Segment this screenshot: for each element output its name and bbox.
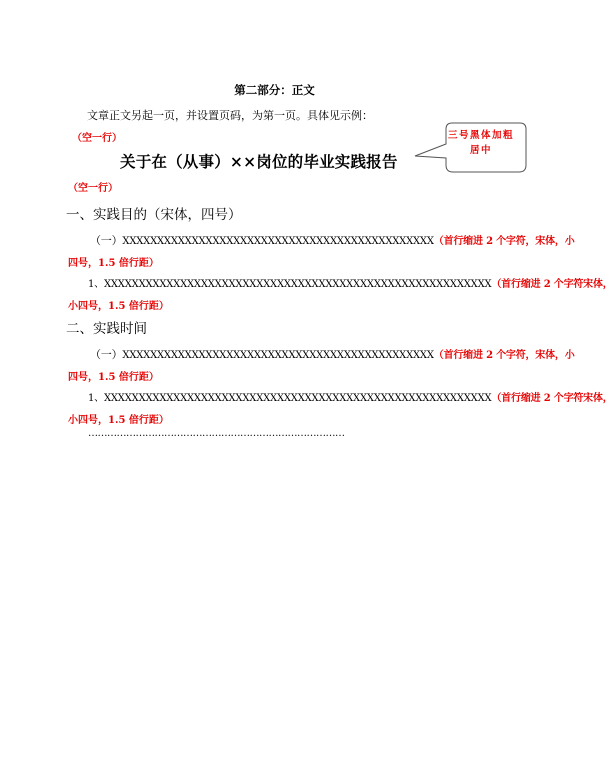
blank-line-note-2: （空一行） <box>68 183 118 194</box>
report-title: 关于在（从事）××岗位的毕业实践报告 <box>120 152 398 171</box>
heading-practice-time: 二、实践时间 <box>66 321 147 337</box>
subsection-line-2 <box>90 346 575 362</box>
item-line-2 <box>88 389 613 404</box>
format-note-continued: 四号，1.5 倍行距） <box>68 258 159 269</box>
ellipsis-line: ……………………………………………………………………… <box>88 428 345 439</box>
section-title: 第二部分：正文 <box>234 83 315 97</box>
subsection-line-1 <box>90 232 575 248</box>
format-note: （首行缩进 2 个字符，宋体，小 <box>433 350 575 361</box>
placeholder-x: XXXXXXXXXXXXXXXXXXXXXXXXXXXXXXXXXXXXXXXXXXXXX <box>122 350 434 361</box>
callout-text: 三号黑体加粗居中 <box>447 130 514 156</box>
placeholder-x: XXXXXXXXXXXXXXXXXXXXXXXXXXXXXXXXXXXXXXXXXXXXX <box>122 236 434 247</box>
format-note: （首行缩进 2 个字符宋体， <box>491 279 613 290</box>
format-note-continued: 小四号，1.5 倍行距） <box>68 301 169 312</box>
format-note: （首行缩进 2 个字符宋体， <box>491 393 613 404</box>
item-prefix: 1、 <box>88 393 104 404</box>
item-prefix: 1、 <box>88 279 104 290</box>
blank-line-note-1: （空一行） <box>72 133 122 144</box>
format-note: （首行缩进 2 个字符，宋体，小 <box>433 236 575 247</box>
item-line-1 <box>88 275 613 290</box>
intro-text: 文章正文另起一页，并设置页码，为第一页。具体见示例： <box>87 109 373 122</box>
format-note-continued: 四号，1.5 倍行距） <box>68 372 159 383</box>
placeholder-x: XXXXXXXXXXXXXXXXXXXXXXXXXXXXXXXXXXXXXXXXXXXXXXXXXXXXXXXX <box>103 279 492 290</box>
format-note-continued: 小四号，1.5 倍行距） <box>68 415 169 426</box>
sub-prefix: （一） <box>90 234 123 247</box>
sub-prefix: （一） <box>90 348 123 361</box>
heading-practice-purpose: 一、实践目的（宋体，四号） <box>66 207 242 223</box>
placeholder-x: XXXXXXXXXXXXXXXXXXXXXXXXXXXXXXXXXXXXXXXXXXXXXXXXXXXXXXXX <box>103 393 492 404</box>
